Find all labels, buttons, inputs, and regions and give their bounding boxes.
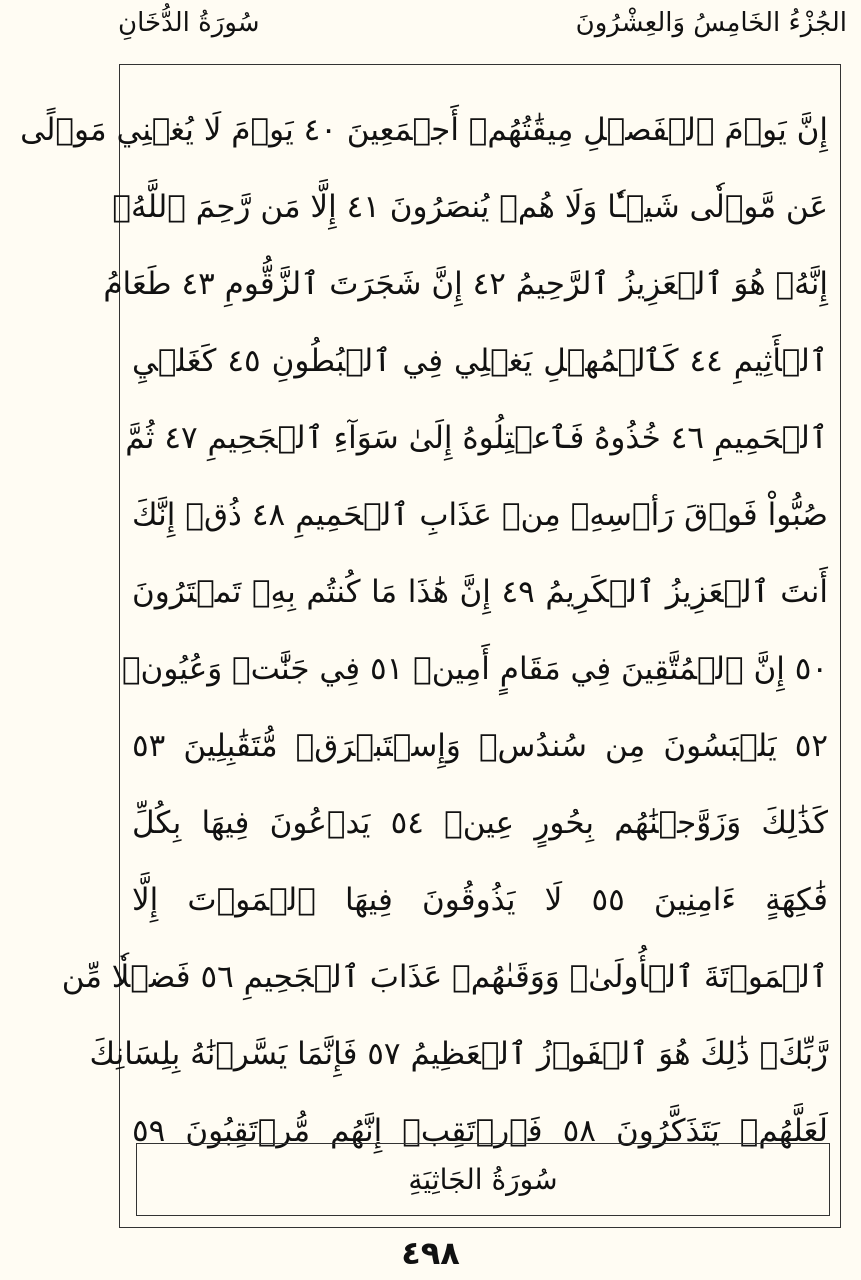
- text-line: ٱلۡمَوۡتَةَ ٱلۡأُولَىٰۖ وَوَقَىٰهُمۡ عَذَابَ ٱلۡجَحِيمِ ٥٦ فَضۡلٗا مِّن: [61, 959, 828, 995]
- text-line: ٥٢ يَلۡبَسُونَ مِن سُندُسٖ وَإِسۡتَبۡرَقٖ مُّتَقَٰبِلِينَ ٥٣: [132, 728, 828, 764]
- text-line: صُبُّواْ فَوۡقَ رَأۡسِهِۦ مِنۡ عَذَابِ ٱلۡحَمِيمِ ٤٨ ذُقۡ إِنَّكَ: [132, 497, 828, 533]
- text-line: ٥٠ إِنَّ ٱلۡمُتَّقِينَ فِي مَقَامٍ أَمِينٖ ٥١ فِي جَنَّٰتٖ وَعُيُونٖ: [121, 651, 828, 687]
- juz-title: الجُزْءُ الخَامِسُ وَالعِشْرُونَ: [575, 8, 847, 38]
- text-line: إِنَّهُۥ هُوَ ٱلۡعَزِيزُ ٱلرَّحِيمُ ٤٢ إِنَّ شَجَرَتَ ٱلزَّقُّومِ ٤٣ طَعَامُ: [103, 266, 828, 302]
- text-line: إِنَّ يَوۡمَ ٱلۡفَصۡلِ مِيقَٰتُهُمۡ أَجۡمَعِينَ ٤٠ يَوۡمَ لَا يُغۡنِي مَوۡلًى: [20, 112, 828, 148]
- text-line: ٱلۡحَمِيمِ ٤٦ خُذُوهُ فَٱعۡتِلُوهُ إِلَىٰ سَوَآءِ ٱلۡجَحِيمِ ٤٧ ثُمَّ: [125, 420, 828, 456]
- page-number: ٤٩٨: [401, 1234, 460, 1272]
- text-line: عَن مَّوۡلٗى شَيۡـٔٗا وَلَا هُمۡ يُنصَرُونَ ٤١ إِلَّا مَن رَّحِمَ ٱللَّهُۚ: [112, 189, 828, 225]
- surah-title: سُورَةُ الدُّخَانِ: [118, 8, 260, 38]
- text-line: ٱلۡأَثِيمِ ٤٤ كَٱلۡمُهۡلِ يَغۡلِي فِي ٱلۡبُطُونِ ٤٥ كَغَلۡيِ: [132, 343, 828, 379]
- text-line: لَعَلَّهُمۡ يَتَذَكَّرُونَ ٥٨ فَٱرۡتَقِبۡ إِنَّهُم مُّرۡتَقِبُونَ ٥٩: [132, 1113, 828, 1149]
- text-line: رَّبِّكَۚ ذَٰلِكَ هُوَ ٱلۡفَوۡزُ ٱلۡعَظِيمُ ٥٧ فَإِنَّمَا يَسَّرۡنَٰهُ بِلِسَانِكَ: [89, 1036, 828, 1072]
- next-surah-banner: [136, 1143, 830, 1216]
- quran-text-block: [20, 92, 828, 1170]
- text-line: كَذَٰلِكَ وَزَوَّجۡنَٰهُم بِحُورٍ عِينٖ ٥٤ يَدۡعُونَ فِيهَا بِكُلِّ: [132, 805, 828, 841]
- next-surah-title: سُورَةُ الجَاثِيَةِ: [408, 1163, 558, 1196]
- text-line: أَنتَ ٱلۡعَزِيزُ ٱلۡكَرِيمُ ٤٩ إِنَّ هَٰذَا مَا كُنتُم بِهِۦ تَمۡتَرُونَ: [132, 574, 828, 610]
- text-line: فَٰكِهَةٍ ءَامِنِينَ ٥٥ لَا يَذُوقُونَ فِيهَا ٱلۡمَوۡتَ إِلَّا: [132, 882, 828, 918]
